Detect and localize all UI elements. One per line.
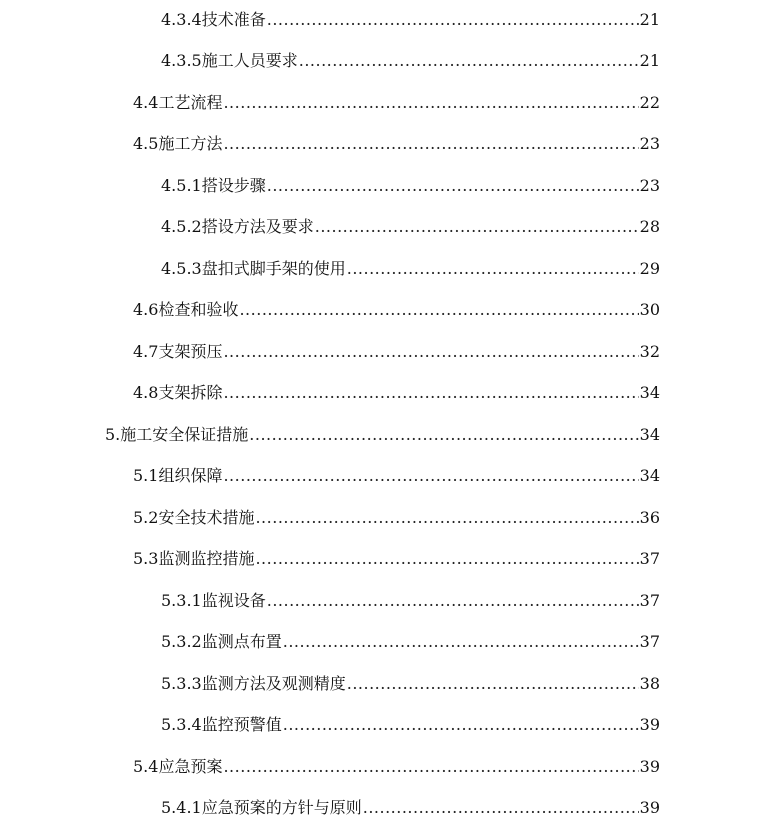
toc-entry-title: 组织保障 <box>158 466 223 485</box>
dot-leader <box>249 423 638 447</box>
dot-leader <box>223 755 638 779</box>
toc-entry-number: 5.3.3 <box>161 674 202 693</box>
toc-entry-title: 监测点布置 <box>201 632 282 651</box>
toc-entry-page: 32 <box>639 342 660 361</box>
toc-entry[interactable] <box>133 506 660 530</box>
toc-entry-number: 5.3.2 <box>161 632 202 651</box>
toc-entry-number: 5.4.1 <box>161 798 202 817</box>
toc-entry-number: 4.7 <box>133 342 159 361</box>
toc-entry-page: 30 <box>639 300 660 319</box>
dot-leader <box>283 630 639 654</box>
toc-entry[interactable] <box>161 713 660 737</box>
toc-entry[interactable] <box>133 91 660 115</box>
dot-leader <box>315 215 639 239</box>
toc-entry-title: 应急预案 <box>158 757 223 776</box>
toc-entry-title: 施工人员要求 <box>201 51 298 70</box>
dot-leader <box>239 298 638 322</box>
toc-entry-title: 支架预压 <box>158 342 223 361</box>
toc-entry-number: 4.5.3 <box>161 259 202 278</box>
toc-entry-number: 5.3.1 <box>161 591 202 610</box>
toc-entry[interactable] <box>161 796 660 820</box>
toc-entry-number: 5.4 <box>133 757 159 776</box>
toc-entry-title: 应急预案的方针与原则 <box>201 798 362 817</box>
toc-entry[interactable] <box>133 132 660 156</box>
toc-entry-number: 4.5.2 <box>161 217 202 236</box>
toc-entry[interactable] <box>161 8 660 32</box>
toc-entry-title: 搭设方法及要求 <box>201 217 314 236</box>
dot-leader <box>347 672 639 696</box>
dot-leader <box>255 547 638 571</box>
toc-entry-page: 37 <box>639 591 660 610</box>
toc-entry-number: 5.1 <box>133 466 159 485</box>
toc-entry-page: 28 <box>639 217 660 236</box>
toc-entry[interactable] <box>161 672 660 696</box>
toc-entry-title: 监控预警值 <box>201 715 282 734</box>
toc-entry[interactable] <box>133 755 660 779</box>
toc-entry-title: 监测监控措施 <box>158 549 255 568</box>
toc-entry-title: 安全技术措施 <box>158 508 255 527</box>
dot-leader <box>223 132 638 156</box>
toc-entry-title: 搭设步骤 <box>201 176 266 195</box>
toc-entry[interactable] <box>133 298 660 322</box>
toc-entry-page: 38 <box>639 674 660 693</box>
toc-entry-number: 5.3.4 <box>161 715 202 734</box>
toc-entry-page: 23 <box>639 134 660 153</box>
toc-entry-page: 21 <box>639 51 660 70</box>
dot-leader <box>255 506 638 530</box>
toc-entry[interactable] <box>133 547 660 571</box>
toc-entry[interactable] <box>133 381 660 405</box>
toc-entry-title: 监视设备 <box>201 591 266 610</box>
toc-entry-page: 37 <box>639 549 660 568</box>
toc-entry[interactable] <box>133 340 660 364</box>
toc-entry-number: 4.3.5 <box>161 51 202 70</box>
toc-entry-page: 39 <box>639 798 660 817</box>
dot-leader <box>267 8 639 32</box>
dot-leader <box>223 381 638 405</box>
dot-leader <box>283 713 639 737</box>
toc-entry-page: 39 <box>639 757 660 776</box>
toc-entry-page: 34 <box>639 425 660 444</box>
toc-entry-title: 监测方法及观测精度 <box>201 674 346 693</box>
dot-leader <box>223 91 638 115</box>
toc-entry-title: 检查和验收 <box>158 300 239 319</box>
toc-entry-page: 22 <box>639 93 660 112</box>
toc-entry[interactable] <box>161 49 660 73</box>
dot-leader <box>267 174 639 198</box>
dot-leader <box>363 796 639 820</box>
dot-leader <box>347 257 639 281</box>
dot-leader <box>267 589 639 613</box>
toc-entry-number: 4.8 <box>133 383 159 402</box>
toc-entry-page: 21 <box>639 10 660 29</box>
toc-entry[interactable] <box>133 464 660 488</box>
toc-entry-number: 4.5.1 <box>161 176 202 195</box>
toc-entry-number: 4.3.4 <box>161 10 202 29</box>
toc-entry-number: 4.4 <box>133 93 159 112</box>
toc-entry-number: 4.6 <box>133 300 159 319</box>
toc-entry-title: 技术准备 <box>201 10 266 29</box>
toc-entry[interactable] <box>161 589 660 613</box>
dot-leader <box>223 464 638 488</box>
dot-leader <box>223 340 638 364</box>
toc-entry-page: 37 <box>639 632 660 651</box>
toc-entry[interactable] <box>105 423 660 447</box>
toc-entry[interactable] <box>161 257 660 281</box>
toc-entry-title: 施工安全保证措施 <box>120 425 249 444</box>
toc-entry[interactable] <box>161 215 660 239</box>
toc-entry-page: 29 <box>639 259 660 278</box>
toc-entry-title: 支架拆除 <box>158 383 223 402</box>
toc-entry-number: 5.2 <box>133 508 159 527</box>
toc-entry-number: 5. <box>105 425 121 444</box>
toc-entry-title: 工艺流程 <box>158 93 223 112</box>
toc-entry-page: 39 <box>639 715 660 734</box>
toc-entry[interactable] <box>161 174 660 198</box>
toc-entry[interactable] <box>161 630 660 654</box>
toc-entry-page: 36 <box>639 508 660 527</box>
dot-leader <box>299 49 639 73</box>
toc-entry-page: 23 <box>639 176 660 195</box>
toc-entry-number: 5.3 <box>133 549 159 568</box>
toc-entry-title: 盘扣式脚手架的使用 <box>201 259 346 278</box>
toc-entry-page: 34 <box>639 383 660 402</box>
toc-entry-number: 4.5 <box>133 134 159 153</box>
toc-entry-page: 34 <box>639 466 660 485</box>
toc-entry-title: 施工方法 <box>158 134 223 153</box>
